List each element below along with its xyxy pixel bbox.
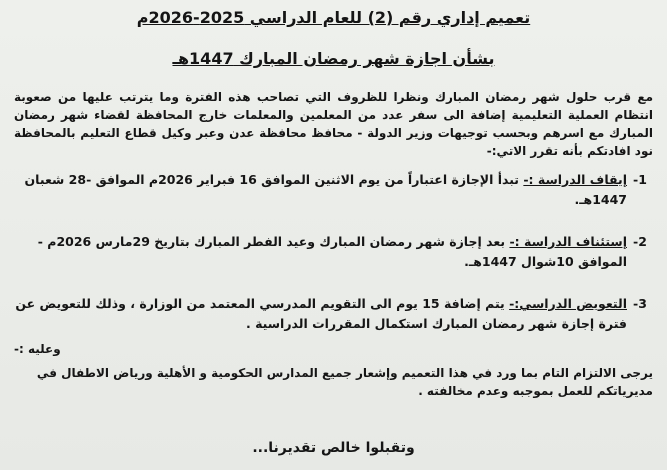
decision-body (14, 170, 627, 210)
decision-label: إستئناف الدراسة :- (509, 234, 627, 249)
decision-label: التعويض الدراسي:- (509, 296, 627, 311)
decision-label: إيقاف الدراسة :- (523, 172, 627, 187)
decision-body (14, 294, 627, 334)
request-paragraph: يرجى الالتزام التام بما ورد في هذا التعميم وإشعار جميع المدارس الحكومية و الأهلية ورياض الاطفال في مديرياتكم للعمل بموجبه وعدم مخالفته . (36, 366, 653, 398)
decision-number: 2- (633, 234, 647, 249)
closing-thanks: وتقبلوا خالص تقديرنا... (252, 440, 415, 456)
decision-body (14, 232, 627, 272)
alaih-line: وعليه :- (14, 342, 61, 356)
intro-paragraph: مع قرب حلول شهر رمضان المبارك ونظرا للظروف التي تصاحب هذه الفترة وما يترتب عليها من صعوبة انتظام العملية التعليمية إضافة الى سفر عدد من المعلمين والمعلمات خارج المحافظة لقضاء شهر رمضان المبارك مع اسرهم وبحسب توجيهات وزير الدولة - محافظ محافظة عدن وعبر وكيل قطاع التعليم بالمحافظة نود افادتكم بأنه تقرر الاتي:- (14, 90, 653, 158)
decisions-list (14, 170, 653, 334)
document-subject: بشأن اجازة شهر رمضان المبارك 1447هـ (172, 49, 495, 68)
decision-item (14, 170, 653, 210)
document-title: تعميم إداري رقم (2) للعام الدراسي 2025-2026م (136, 8, 531, 27)
decision-number: 3- (633, 296, 647, 311)
decision-text: تبدأ الإجازة اعتباراً من يوم الاثنين الموافق 16 فبراير 2026م الموافق -28 شعبان 1447هـ. (24, 172, 627, 207)
decision-text: يتم إضافة 15 يوم الى التقويم المدرسي المعتمد من الوزارة ، وذلك للتعويض عن فترة إجازة شهر رمضان المبارك استكمال المقررات الدراسية . (15, 296, 627, 331)
decision-item (14, 232, 653, 272)
decision-number: 1- (633, 172, 647, 187)
decision-text: بعد إجازة شهر رمضان المبارك وعيد الفطر المبارك بتاريخ 29مارس 2026م - الموافق 10شوال 1447هـ. (37, 234, 627, 269)
decision-item (14, 294, 653, 334)
